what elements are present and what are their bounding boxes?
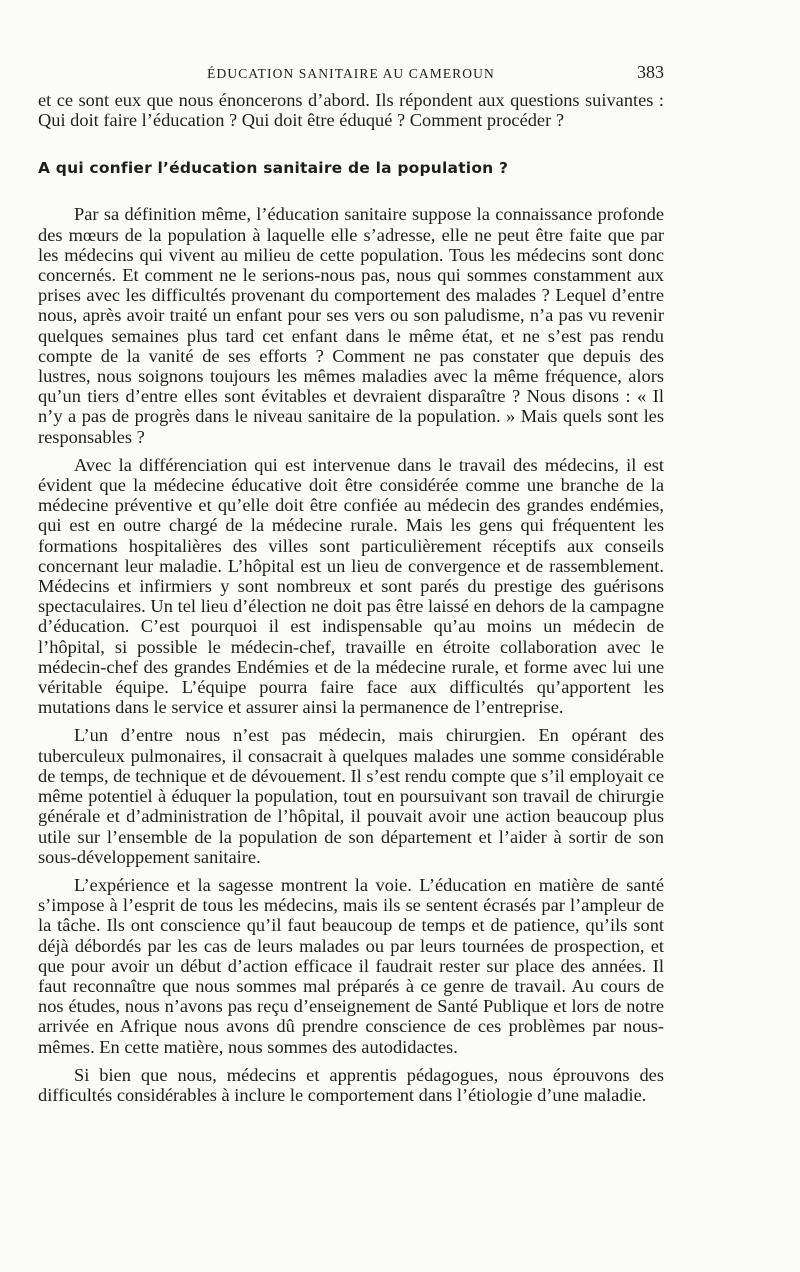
paragraph-2: Avec la différenciation qui est intervenue dans le travail des médecins, il est évident que la médecine éducative doit être considérée comme une branche de la médecine préventive et qu’elle doit être confiée au médecin des grandes endémies, qui est en outre chargé de la médecine rurale. Mais les gens qui fréquentent les formations hospitalières des villes sont particulièrement réceptifs aux conseils concernant leur maladie. L’hôpital est un lieu de convergence et de rassemblement. Médecins et infirmiers y sont nombreux et sont parés du prestige des guérisons spectaculaires. Un tel lieu d’élection ne doit pas être laissé en dehors de la campagne d’éducation. C’est pourquoi il est indispensable qu’au moins un médecin de l’hôpital, si possible le médecin-chef, travaille en étroite collaboration avec le médecin-chef des grandes Endémies et de la médecine rurale, et forme avec lui une véritable équipe. L’équipe pourra faire face aux difficultés qu’apportent les mutations dans le service et assurer ainsi la permanence de l’entreprise.	[38, 454, 664, 718]
paragraph-3: L’un d’entre nous n’est pas médecin, mais chirurgien. En opérant des tuberculeux pulmonaires, il consacrait à quelques malades une somme considérable de temps, de technique et de dévouement. Il s’est rendu compte que s’il employait ce même potentiel à éduquer la population, tout en poursuivant son travail de chirurgie générale et d’administration de l’hôpital, il pouvait avoir une action beaucoup plus utile sur l’ensemble de la population de son département et l’aider à sortir de son sous-développement sanitaire.	[38, 725, 664, 867]
paragraph-5: Si bien que nous, médecins et apprentis pédagogues, nous éprouvons des difficultés considérables à inclure le comportement dans l’étiologie d’une maladie.	[38, 1064, 664, 1105]
intro-paragraph: et ce sont eux que nous énoncerons d’abord. Ils répondent aux questions suivantes : Qui doit faire l’éducation ? Qui doit être éduqué ? Comment procéder ?	[38, 90, 664, 131]
page-number: 383	[637, 62, 664, 82]
running-title: ÉDUCATION SANITAIRE AU CAMEROUN	[207, 66, 495, 81]
paragraph-4: L’expérience et la sagesse montrent la voie. L’éducation en matière de santé s’impose à l’esprit de tous les médecins, mais ils se sentent écrasés par l’ampleur de la tâche. Ils ont conscience qu’il faut beaucoup de temps et de patience, qu’ils sont déjà débordés par les cas de leurs malades ou par leurs tournées de prospection, et que pour avoir un début d’action efficace il faudrait rester sur place des années. Il faut reconnaître que nous sommes mal préparés à ce genre de travail. Au cours de nos études, nous n’avons pas reçu d’enseignement de Santé Publique et lors de notre arrivée en Afrique nous avons dû prendre conscience de ces problèmes par nous-mêmes. En cette matière, nous sommes des autodidactes.	[38, 874, 664, 1057]
paragraph-1: Par sa définition même, l’éducation sanitaire suppose la connaissance profonde des mœurs de la population à laquelle elle s’adresse, elle ne peut être faite que par les médecins qui vivent au milieu de cette population. Tous les médecins sont donc concernés. Et comment ne le serions-nous pas, nous qui sommes constamment aux prises avec les difficultés provenant du comportement des malades ? Lequel d’entre nous, après avoir traité un enfant pour ses vers ou son paludisme, n’a pas vu revenir quelques semaines plus tard cet enfant dans le même état, et ne s’est pas rendu compte de la vanité de ses efforts ? Comment ne pas constater que depuis des lustres, nous soignons toujours les mêmes maladies avec la même fréquence, alors qu’un tiers d’entre elles sont évitables et devraient disparaître ? Nous disons : « Il n’y a pas de progrès dans le niveau sanitaire de la population. » Mais quels sont les responsables ?	[38, 204, 664, 447]
page-header	[38, 60, 664, 90]
section-heading: A qui confier l’éducation sanitaire de la population ?	[38, 159, 509, 178]
document-page	[38, 60, 664, 1105]
